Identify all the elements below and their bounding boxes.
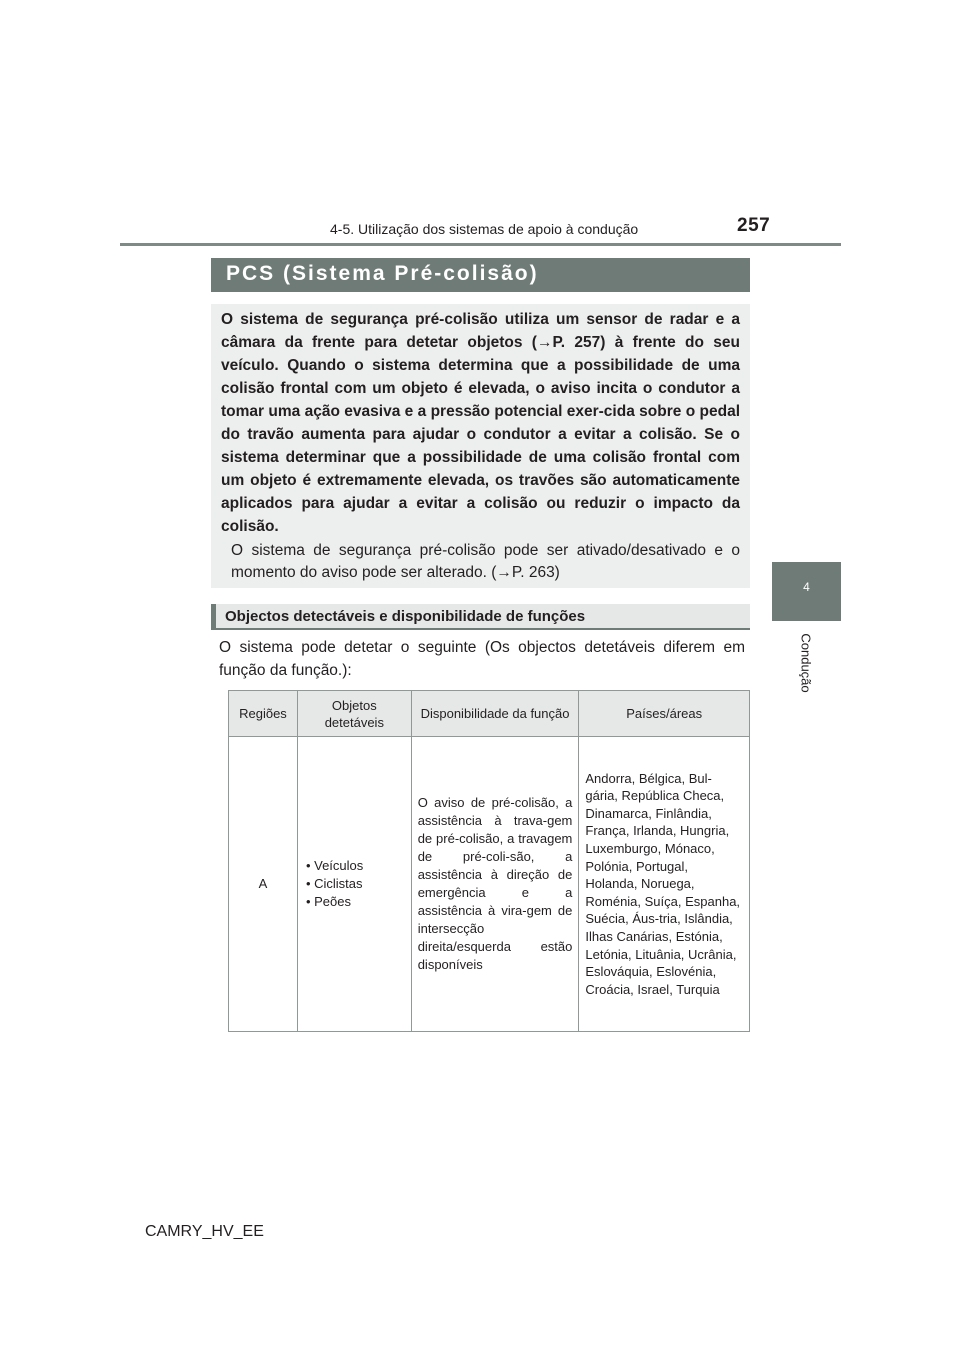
subsection-title: Objectos detectáveis e disponibilidade de funções xyxy=(225,608,586,625)
subsection-accent xyxy=(211,604,216,630)
header-objects: Objetos detetáveis xyxy=(297,691,411,737)
intro-normal-text: O sistema de segurança pré-colisão pode ser ativado/desativado e o momento do aviso pode ser alterado. (→P. 263) xyxy=(231,542,740,581)
section-title: PCS (Sistema Pré-colisão) xyxy=(226,262,539,285)
cell-countries: Andorra, Bélgica, Bul-gária, República Checa, Dinamarca, Finlândia, França, Irlanda, Hungria, Luxemburgo, Mónaco, Polónia, Portugal, Holanda, Noruega, Roménia, Suíça, Espanha, Suécia, Áus-tria, Islândia, Ilhas Canárias, Estónia, Letónia, Lituânia, Ucrânia, Eslováquia, Eslovénia, Croácia, Israel, Turquia xyxy=(579,737,750,1032)
chapter-label: Condução xyxy=(798,633,814,693)
body-paragraph: O sistema pode detetar o seguinte (Os objectos detetáveis diferem em função da função.): xyxy=(219,639,745,679)
cell-objects xyxy=(297,737,411,1032)
intro-box xyxy=(211,304,750,588)
detection-table xyxy=(228,690,750,1032)
chapter-number: 4 xyxy=(803,580,810,594)
intro-bold-text: O sistema de segurança pré-colisão utiliza um sensor de radar e a câmara da frente para detetar objetos (→P. 257) à frente do seu veículo. Quando o sistema determina que a possibilidade de uma colisão frontal com um objeto é elevada, o aviso incita o condutor a tomar uma ação evasiva e a pressão potencial exer-cida sobre o pedal do travão aumenta para ajudar o condutor a evitar a colisão. Se o sistema determinar que a possibilidade de uma colisão frontal com um objeto é extremamente elevada, os travões são automaticamente aplicados para ajudar a evitar a colisão ou reduzir o impacto da colisão. xyxy=(221,311,740,535)
cell-function: O aviso de pré-colisão, a assistência à trava-gem de pré-colisão, a travagem de pré-coli-são, a assistência à direção de emergência e a assistência à vira-gem de intersecção direita/esquerda estão disponíveis xyxy=(411,737,579,1032)
header-countries: Países/áreas xyxy=(579,691,750,737)
footer-model-code: CAMRY_HV_EE xyxy=(145,1223,264,1240)
page-number: 257 xyxy=(737,215,771,236)
subsection-header xyxy=(211,604,750,630)
header-section-title: 4-5. Utilização dos sistemas de apoio à condução xyxy=(330,221,639,237)
chapter-tab xyxy=(772,562,841,621)
object-item: • Veículos xyxy=(305,858,364,873)
table-row xyxy=(229,737,750,1032)
table-header-row xyxy=(229,691,750,737)
object-item: • Ciclistas xyxy=(305,876,363,891)
header-divider xyxy=(120,243,841,246)
chapter-label-container xyxy=(797,628,815,698)
object-item: • Peões xyxy=(305,894,351,909)
cell-region: A xyxy=(229,737,298,1032)
header-regions: Regiões xyxy=(229,691,298,737)
section-title-bar xyxy=(211,258,750,292)
header-availability: Disponibilidade da função xyxy=(411,691,579,737)
